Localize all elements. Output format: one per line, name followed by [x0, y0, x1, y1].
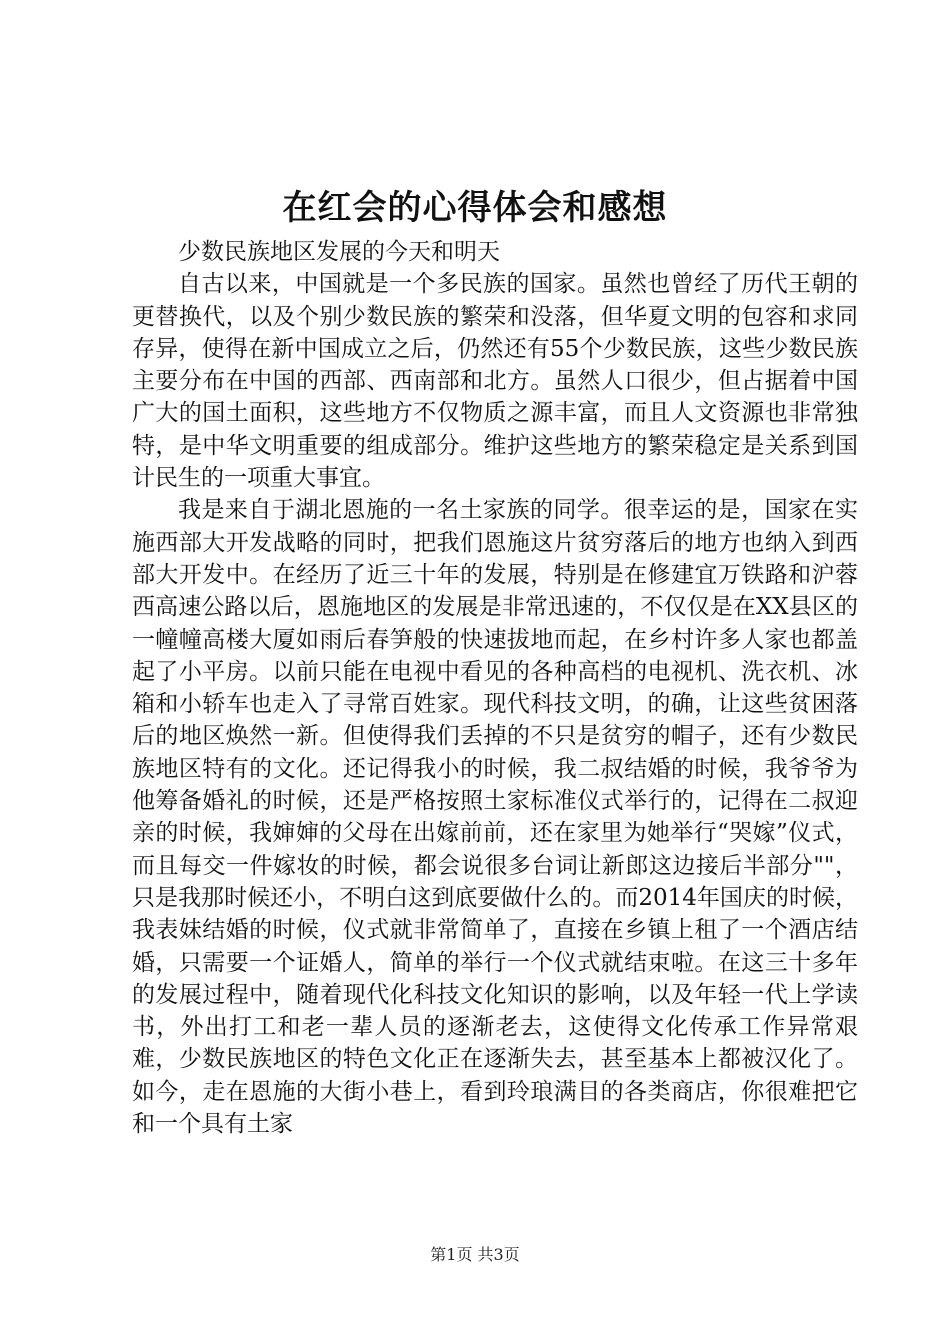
document-body — [132, 236, 858, 1140]
subtitle-paragraph: 少数民族地区发展的今天和明天 — [178, 239, 500, 265]
body-paragraph: 我是来自于湖北恩施的一名土家族的同学。很幸运的是，国家在实施西部大开发战略的同时，把我们恩施这片贫穷落后的地方也纳入到西部大开发中。在经历了近三十年的发展，特别是在修建宜万铁路和沪蓉西高速公路以后，恩施地区的发展是非常迅速的，不仅仅是在XX县区的一幢幢高楼大厦如雨后春笋般的快速拔地而起，在乡村许多人家也都盖起了小平房。以前只能在电视中看见的各种高档的电视机、洗衣机、冰箱和小轿车也走入了寻常百姓家。现代科技文明，的确，让这些贫困落后的地区焕然一新。但使得我们丢掉的不只是贫穷的帽子，还有少数民族地区特有的文化。还记得我小的时候，我二叔结婚的时候，我爷爷为他筹备婚礼的时候，还是严格按照土家标准仪式举行的，记得在二叔迎亲的时候，我婶婶的父母在出嫁前前，还在家里为她举行“哭嫁”仪式，而且每交一件嫁妆的时候，都会说很多台词让新郎这边接后半部分""，只是我那时候还小，不明白这到底要做什么的。而2014年国庆的时候，我表妹结婚的时候，仪式就非常简单了，直接在乡镇上租了一个酒店结婚，只需要一个证婚人，简单的举行一个仪式就结束啦。在这三十多年的发展过程中，随着现代化科技文化知识的影响，以及年轻一代上学读书，外出打工和老一辈人员的逐渐老去，这使得文化传承工作异常艰难，少数民族地区的特色文化正在逐渐失去，甚至基本上都被汉化了。如今，走在恩施的大街小巷上，看到玲琅满目的各类商店，你很难把它和一个具有土家 — [132, 497, 858, 1138]
body-paragraph: 自古以来，中国就是一个多民族的国家。虽然也曾经了历代王朝的更替换代，以及个别少数民族的繁荣和没落，但华夏文明的包容和求同存异，使得在新中国成立之后，仍然还有55个少数民族，这些少数民族主要分布在中国的西部、西南部和北方。虽然人口很少，但占据着中国广大的国土面积，这些地方不仅物质之源丰富，而且人文资源也非常独特，是中华文明重要的组成部分。维护这些地方的繁荣稳定是关系到国计民生的一项重大事宜。 — [132, 271, 858, 492]
document-title: 在红会的心得体会和感想 — [282, 188, 668, 228]
page-footer: 第1页 共3页 — [430, 1245, 520, 1264]
